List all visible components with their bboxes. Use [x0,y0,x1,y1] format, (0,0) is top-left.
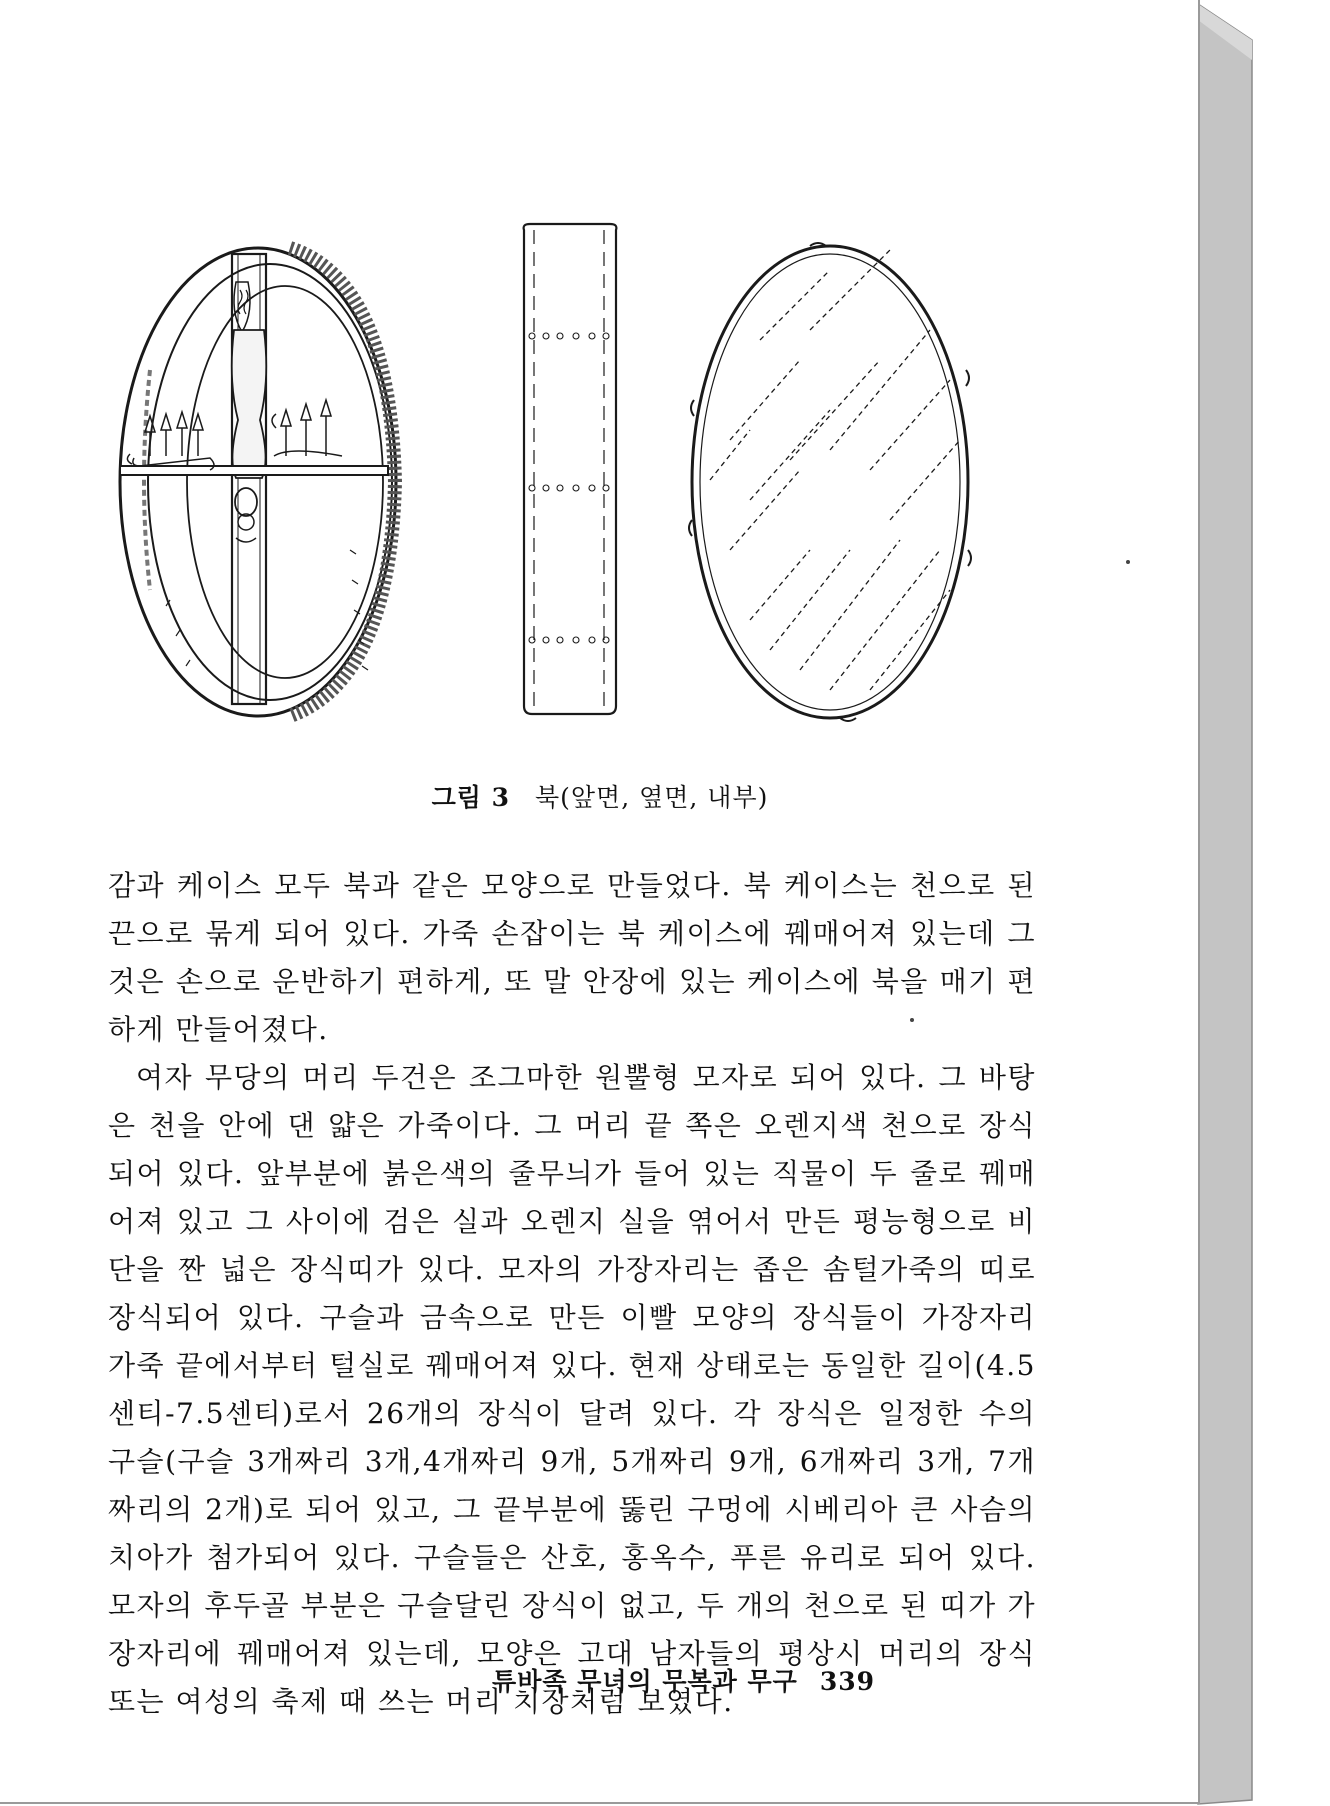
running-title: 튜바족 무녀의 무복과 무구 [492,1667,798,1696]
running-footer [492,1662,875,1698]
body-text [108,862,1036,1726]
figure-caption [0,778,1200,814]
paragraph-2: 여자 무당의 머리 두건은 조그마한 원뿔형 모자로 되어 있다. 그 바탕은 천을 안에 댄 얇은 가죽이다. 그 머리 끝 쪽은 오렌지색 천으로 장식되어 있다. 앞부분에 붉은색의 줄무늬가 들어 있는 직물이 두 줄로 꿰매어져 있고 그 사이에 검은 실과 오렌지 실을 엮어서 만든 평능형으로 비단을 짠 넓은 장식띠가 있다. 모자의 가장자리는 좁은 솜털가죽의 띠로 장식되어 있다. 구슬과 금속으로 만든 이빨 모양의 장식들이 가장자리 가죽 끝에서부터 털실로 꿰매어져 있다. 현재 상태로는 동일한 길이(4.5센티-7.5센티)로서 26개의 장식이 달려 있다. 각 장식은 일정한 수의 구슬(구슬 3개짜리 3개,4개짜리 9개, 5개짜리 9개, 6개짜리 3개, 7개짜리의 2개)로 되어 있고, 그 끝부분에 뚫린 구멍에 시베리아 큰 사슴의 치아가 첨가되어 있다. 구슬들은 산호, 홍옥수, 푸른 유리로 되어 있다. 모자의 후두골 부분은 구슬달린 장식이 없고, 두 개의 천으로 된 띠가 가장자리에 꿰매어져 있는데, 모양은 고대 남자들의 평상시 머리의 장식 또는 여성의 축제 때 쓰는 머리 치장처럼 보였다. [108,1061,1036,1718]
paragraph-1: 감과 케이스 모두 북과 같은 모양으로 만들었다. 북 케이스는 천으로 된 끈으로 묶게 되어 있다. 가죽 손잡이는 북 케이스에 꿰매어져 있는데 그것은 손으로 운반하기 편하게, 또 말 안장에 있는 케이스에 북을 매기 편하게 만들어졌다. [108,869,1036,1046]
figure-number: 그림 3 [431,783,511,812]
drum-front-view [689,243,971,721]
figure-title: 북(앞면, 옆면, 내부) [535,783,769,812]
page-number: 339 [819,1667,875,1696]
drum-interior-view [120,248,396,716]
drum-side-view [524,224,617,714]
drum-illustration [110,220,1060,740]
speck-mark [910,1018,914,1022]
drum-figure [110,220,1060,740]
speck-mark [1126,560,1130,564]
